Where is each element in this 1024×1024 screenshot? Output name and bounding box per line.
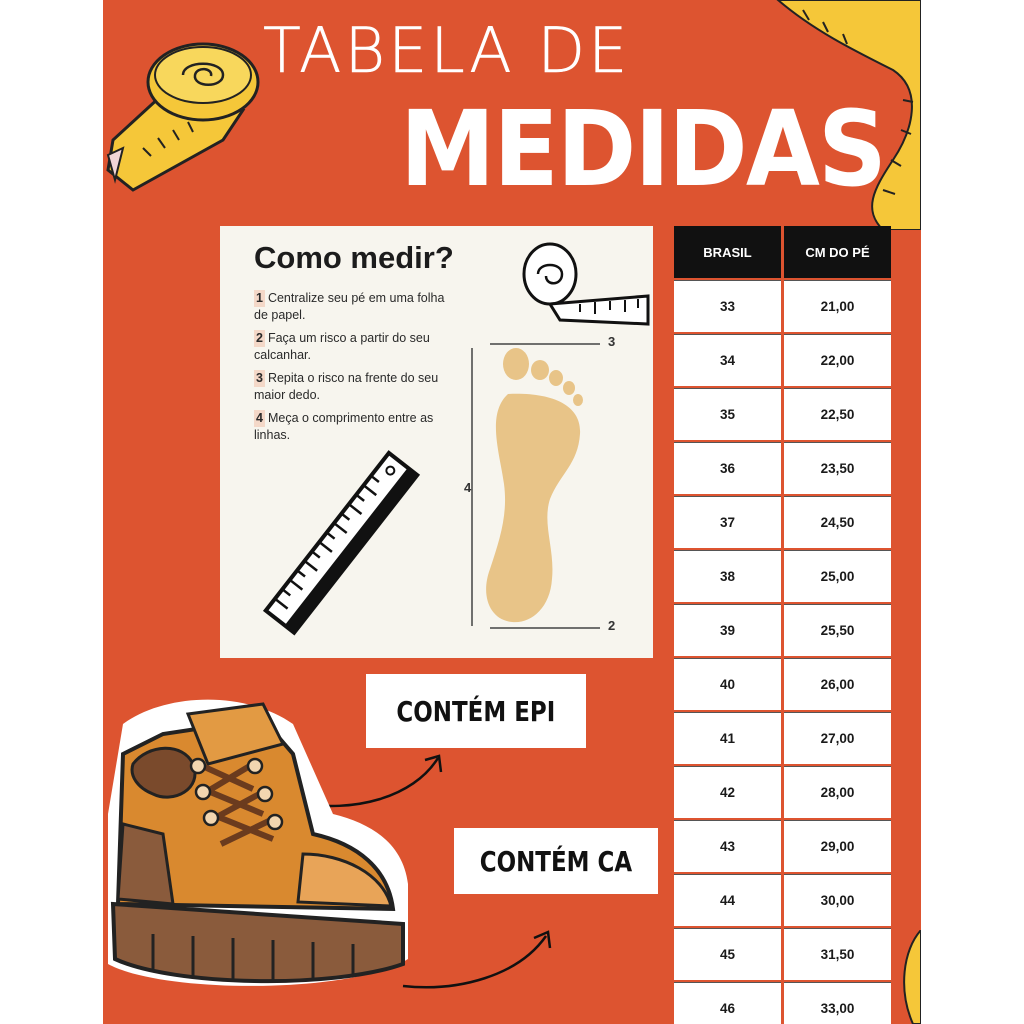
cell-brasil: 42: [674, 766, 781, 818]
table-row: [674, 604, 894, 658]
badge-epi-label: CONTÉM EPI: [396, 694, 556, 728]
marker-3: 3: [608, 334, 616, 349]
step-2: [254, 330, 454, 364]
table-row: [674, 442, 894, 496]
cell-cm-do-pe: 22,00: [784, 334, 891, 386]
step-4-text: Meça o comprimento entre as linhas.: [254, 411, 434, 442]
cell-brasil: 38: [674, 550, 781, 602]
table-row: [674, 928, 894, 982]
header-brasil: BRASIL: [674, 226, 781, 278]
step-3-text: Repita o risco na frente do seu maior dedo.: [254, 371, 439, 402]
step-1: [254, 290, 454, 324]
cell-brasil: 46: [674, 982, 781, 1024]
cell-cm-do-pe: 24,50: [784, 496, 891, 548]
table-row: [674, 820, 894, 874]
table-row: [674, 874, 894, 928]
foot-diagram: [460, 334, 610, 634]
table-row: [674, 766, 894, 820]
arrow-to-ca-icon: [398, 926, 558, 992]
tape-roll-illustration: [103, 30, 273, 210]
table-row: [674, 334, 894, 388]
cell-cm-do-pe: 21,00: [784, 280, 891, 332]
cell-cm-do-pe: 28,00: [784, 766, 891, 818]
cell-cm-do-pe: 25,00: [784, 550, 891, 602]
badge-contem-ca: [454, 828, 658, 894]
title-line-1: TABELA DE: [263, 14, 631, 87]
cell-cm-do-pe: 26,00: [784, 658, 891, 710]
cell-brasil: 34: [674, 334, 781, 386]
cell-brasil: 45: [674, 928, 781, 980]
cell-brasil: 35: [674, 388, 781, 440]
cell-cm-do-pe: 23,50: [784, 442, 891, 494]
tape-measure-icon: [520, 234, 652, 326]
how-to-title: Como medir?: [254, 240, 454, 275]
title-line-2: MEDIDAS: [400, 88, 886, 210]
ruler-icon: [250, 448, 430, 648]
cell-cm-do-pe: 29,00: [784, 820, 891, 872]
cell-cm-do-pe: 25,50: [784, 604, 891, 656]
tape-ribbon-bottom-illustration: [893, 930, 921, 1024]
cell-brasil: 33: [674, 280, 781, 332]
cell-brasil: 41: [674, 712, 781, 764]
step-3: [254, 370, 454, 404]
table-row: [674, 982, 894, 1024]
step-1-text: Centralize seu pé em uma folha de papel.: [254, 291, 445, 322]
table-row: [674, 388, 894, 442]
size-chart-poster: [103, 0, 921, 1024]
cell-brasil: 39: [674, 604, 781, 656]
table-row: [674, 550, 894, 604]
step-1-number: 1: [256, 291, 263, 305]
cell-brasil: 44: [674, 874, 781, 926]
table-row: [674, 280, 894, 334]
cell-cm-do-pe: 22,50: [784, 388, 891, 440]
cell-cm-do-pe: 31,50: [784, 928, 891, 980]
marker-2: 2: [608, 618, 616, 633]
cell-brasil: 40: [674, 658, 781, 710]
table-row: [674, 496, 894, 550]
how-to-measure-panel: [220, 226, 653, 658]
cell-brasil: 43: [674, 820, 781, 872]
badge-ca-label: CONTÉM CA: [479, 844, 633, 878]
table-row: [674, 712, 894, 766]
cell-cm-do-pe: 27,00: [784, 712, 891, 764]
step-4: [254, 410, 454, 444]
step-3-number: 3: [256, 371, 263, 385]
cell-brasil: 37: [674, 496, 781, 548]
marker-4: 4: [464, 480, 472, 495]
cell-cm-do-pe: 30,00: [784, 874, 891, 926]
table-row: [674, 658, 894, 712]
header-cm-do-pe: CM DO PÉ: [784, 226, 891, 278]
step-2-text: Faça um risco a partir do seu calcanhar.: [254, 331, 430, 362]
work-boot-illustration: [103, 694, 413, 994]
cell-cm-do-pe: 33,00: [784, 982, 891, 1024]
step-4-number: 4: [256, 411, 263, 425]
step-2-number: 2: [256, 331, 263, 345]
cell-brasil: 36: [674, 442, 781, 494]
